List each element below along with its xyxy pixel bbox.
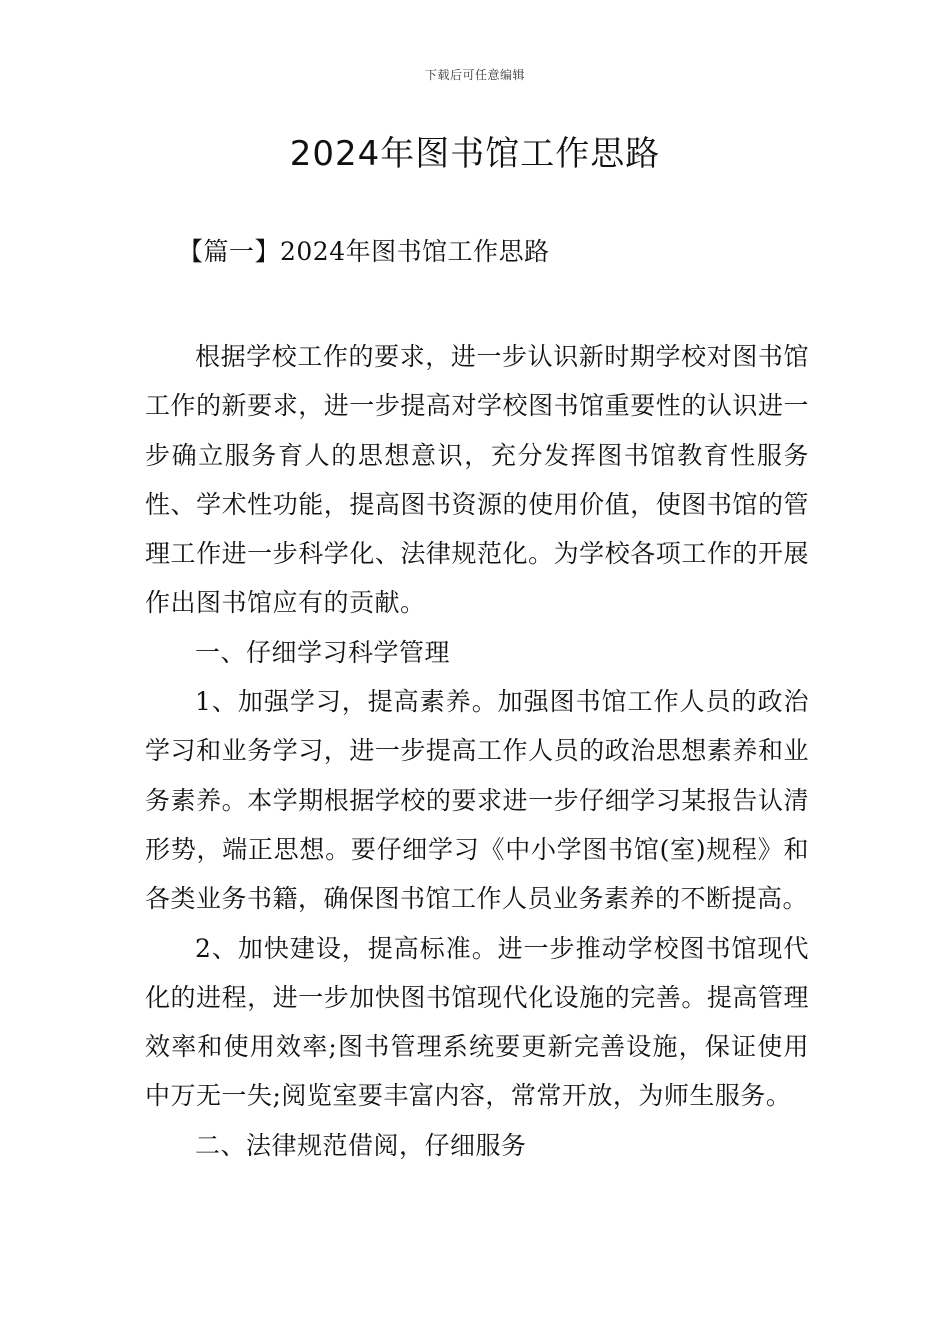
document-body [145,332,809,1170]
paragraph-heading-2: 二、法律规范借阅，仔细服务 [195,1130,527,1160]
paragraph-heading-1: 一、仔细学习科学管理 [195,637,451,667]
document-title: 2024年图书馆工作思路 [289,134,661,174]
paragraph-intro: 根据学校工作的要求，进一步认识新时期学校对图书馆工作的新要求，进一步提高对学校图书馆重要性的认识进一步确立服务育人的思想意识，充分发挥图书馆教育性服务性、学术性功能，提高图书资源的使用价值，使图书馆的管理工作进一步科学化、法律规范化。为学校各项工作的开展作出图书馆应有的贡献。 [145,342,809,618]
section-heading: 【篇一】2024年图书馆工作思路 [178,237,550,266]
paragraph-item-2: 2、加快建设，提高标准。进一步推动学校图书馆现代化的进程，进一步加快图书馆现代化设施的完善。提高管理效率和使用效率;图书管理系统要更新完善设施，保证使用中万无一失;阅览室要丰富内容，常常开放，为师生服务。 [145,933,809,1111]
paragraph-item-1: 1、加强学习，提高素养。加强图书馆工作人员的政治学习和业务学习，进一步提高工作人员的政治思想素养和业务素养。本学期根据学校的要求进一步仔细学习某报告认清形势，端正思想。要仔细学习《中小学图书馆(室)规程》和各类业务书籍，确保图书馆工作人员业务素养的不断提高。 [145,687,809,914]
header-note: 下载后可任意编辑 [424,68,525,82]
